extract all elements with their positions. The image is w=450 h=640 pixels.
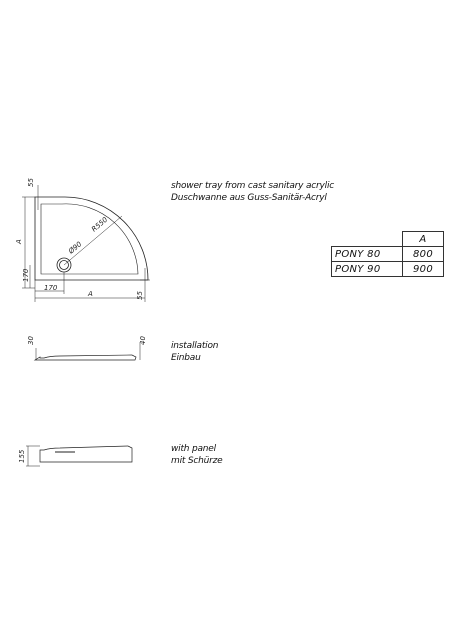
- description-tray-de: Duschwanne aus Guss-Sanitär-Acryl: [171, 193, 327, 203]
- label-radius: R550: [90, 215, 110, 234]
- size-table-corner: [332, 232, 403, 247]
- description-installation: [171, 340, 218, 364]
- model-name: PONY 90: [332, 262, 403, 277]
- radius-leader: [64, 216, 122, 265]
- label-bottom-offset: 170: [44, 284, 58, 292]
- label-panel-height: 155: [18, 449, 26, 463]
- label-right-offset: 55: [136, 291, 144, 300]
- tray-outline: [35, 197, 148, 280]
- table-row: [332, 262, 444, 277]
- panel-dimension-labels: [18, 449, 26, 463]
- plan-dimension-labels: [15, 178, 144, 300]
- installation-dimension-labels: [27, 336, 147, 345]
- model-name: PONY 80: [332, 247, 403, 262]
- description-tray: [171, 180, 334, 204]
- label-side-a: A: [15, 239, 23, 244]
- label-bottom-height: 170: [22, 268, 30, 282]
- panel-profile: [40, 446, 132, 462]
- description-panel-de: mit Schürze: [171, 456, 223, 466]
- description-panel: [171, 443, 223, 467]
- table-row: [332, 247, 444, 262]
- label-top-offset: 55: [27, 178, 35, 187]
- label-install-left: 30: [27, 336, 35, 345]
- description-panel-en: with panel: [171, 444, 216, 454]
- panel-view: [26, 446, 132, 466]
- plan-view: [22, 185, 150, 302]
- description-installation-en: installation: [171, 341, 219, 351]
- description-installation-de: Einbau: [171, 353, 201, 363]
- size-table-header-a: A: [403, 232, 444, 247]
- tray-inner: [41, 204, 138, 274]
- label-install-right: 40: [139, 336, 147, 345]
- label-drain: Ø90: [67, 240, 84, 256]
- installation-view: [35, 342, 140, 360]
- installation-profile: [35, 355, 136, 360]
- size-table: [331, 231, 444, 277]
- model-value: 800: [403, 247, 444, 262]
- description-tray-en: shower tray from cast sanitary acrylic: [171, 181, 335, 191]
- size-table-header: [332, 232, 444, 247]
- label-bottom-a: A: [88, 290, 93, 298]
- model-value: 900: [403, 262, 444, 277]
